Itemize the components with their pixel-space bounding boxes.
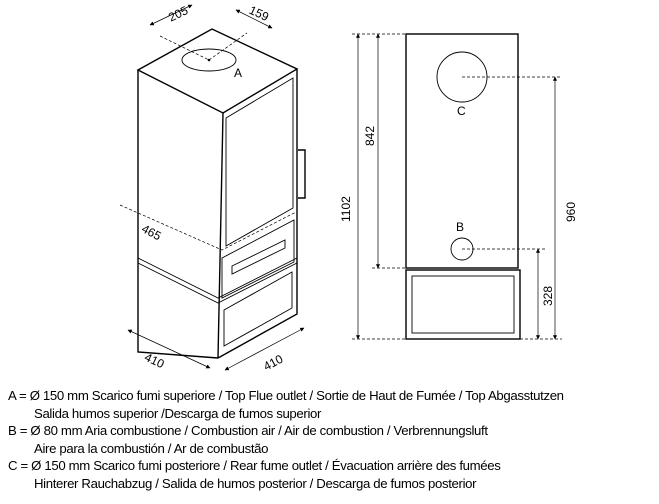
dim-328-label: 328	[541, 285, 555, 306]
dim-465-label: 465	[139, 221, 164, 244]
dim-159-label: 159	[246, 2, 271, 25]
dim-410-left-line	[128, 330, 210, 368]
dim-410-left-label: 410	[142, 349, 167, 372]
legend	[8, 387, 658, 492]
legend-b-line-1: B = Ø 80 mm Aria combustione / Combustion air / Air de combustion / Verbrennungsluft	[8, 423, 488, 438]
iso-door-handle	[298, 150, 305, 198]
rear-base-panel	[412, 276, 514, 333]
dim-410-right-label: 410	[261, 351, 286, 374]
iso-right-face	[218, 69, 297, 358]
legend-b-line-2: Aire para la combustión / Ar de combustão	[34, 440, 269, 456]
rear-base	[406, 270, 520, 339]
dim-1102-label: 1102	[339, 196, 353, 222]
legend-a-line-1: A = Ø 150 mm Scarico fumi superiore / Top Flue outlet / Sortie de Haut de Fumée / Top Abgasstutzen	[8, 388, 564, 403]
marker-b: B	[456, 220, 465, 234]
iso-door	[226, 78, 293, 246]
legend-c-line-2: Hinterer Rauchabzug / Salida de humos posterior / Descarga de fumos posterior	[34, 475, 477, 491]
dim-205-label: 205	[166, 3, 191, 25]
isometric-view	[120, 3, 305, 374]
legend-c-line-1: C = Ø 150 mm Scarico fumi posteriore / Rear fume outlet / Évacuation arrière des fumées	[8, 458, 501, 473]
iso-left-face	[138, 70, 218, 358]
iso-top-face	[138, 29, 297, 113]
rear-view	[339, 34, 578, 339]
iso-base-line-1	[138, 258, 297, 298]
dim-205-guide	[160, 36, 209, 60]
marker-a: A	[234, 66, 243, 80]
marker-c: C	[457, 104, 466, 118]
dim-842-label: 842	[363, 125, 377, 146]
legend-a-line-2: Salida humos superior /Descarga de fumos superior	[34, 405, 322, 421]
iso-front-edge	[218, 113, 223, 358]
dim-960-label: 960	[564, 201, 578, 222]
iso-drawer-slot	[232, 240, 285, 274]
